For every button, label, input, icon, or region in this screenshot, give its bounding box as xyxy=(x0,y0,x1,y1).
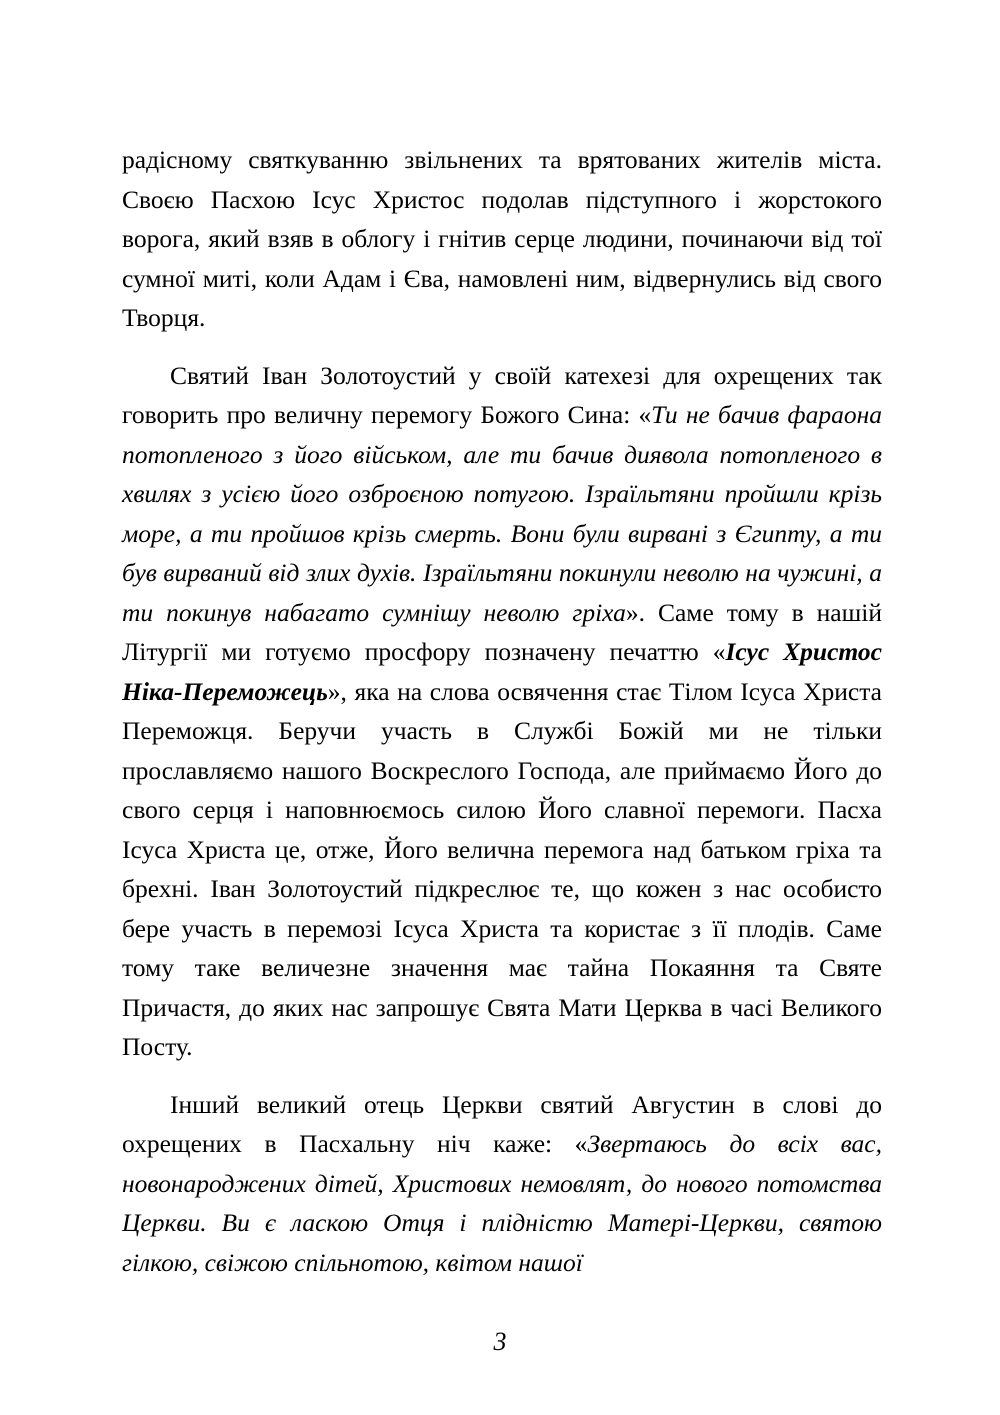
paragraph-2-tail: », яка на слова освячення стає Тілом Ісуса Христа Переможця. Беручи участь в Службі Божій ми не тільки прославляємо нашого Воскреслого Господа, але приймаємо Його до свого серця і наповнюємось силою Його славної перемоги. Пасха Ісуса Христа це, отже, Його велична перемога над батьком гріха та брехні. Іван Золотоустий підкреслює те, що кожен з нас особисто бере участь в перемозі Ісуса Христа та користає з її плодів. Саме тому таке величезне значення має тайна Покаяння та Святе Причастя, до яких нас запрошує Свята Мати Церква в часі Великого Посту. xyxy=(122,676,882,1061)
paragraph-2-lead: Святий Іван Золотоустий у своїй катехезі для охрещених так говорить про величну перемогу Божого Сина: « xyxy=(122,360,882,429)
paragraph-3-quote: Звертаюсь до всіх вас, новонароджених дітей, Христових немовлят, до нового потомства Церкви. Ви є ласкою Отця і плідністю Матері-Церкви, святою гілкою, свіжою спільнотою, квітом нашої xyxy=(122,1129,882,1277)
paragraph-2-emphasis: Ісус Христос Ніка-Переможець xyxy=(122,637,882,706)
page-number: 3 xyxy=(493,1327,507,1356)
paragraph-3 xyxy=(122,1085,882,1283)
page-body xyxy=(122,140,882,1282)
paragraph-2 xyxy=(122,356,882,1067)
paragraph-3-lead: Інший великий отець Церкви святий Августин в слові до охрещених в Пасхальну ніч каже: « xyxy=(122,1089,882,1158)
paragraph-2-mid: ». Саме тому в нашій Літургії ми готуємо просфору позначену печаттю « xyxy=(122,597,882,666)
paragraph-1-text: радісному святкуванню звільнених та врятованих жителів міста. Своєю Пасхою Ісус Христос подолав підступного і жорстокого ворога, який взяв в облогу і гнітив серце людини, починаючи від тої сумної миті, коли Адам і Єва, намовлені ним, відвернулись від свого Творця. xyxy=(122,145,882,332)
paragraph-1 xyxy=(122,140,882,338)
paragraph-2-quote: Ти не бачив фараона потопленого з його військом, але ти бачив диявола потопленого в хвилях з усією його озброєною потугою. Ізраїльтяни пройшли крізь море, а ти пройшов крізь смерть. Вони були вирвані з Єгипту, а ти був вирваний від злих духів. Ізраїльтяни покинули неволю на чужині, а ти покинув набагато сумнішу неволю гріха xyxy=(122,400,882,627)
